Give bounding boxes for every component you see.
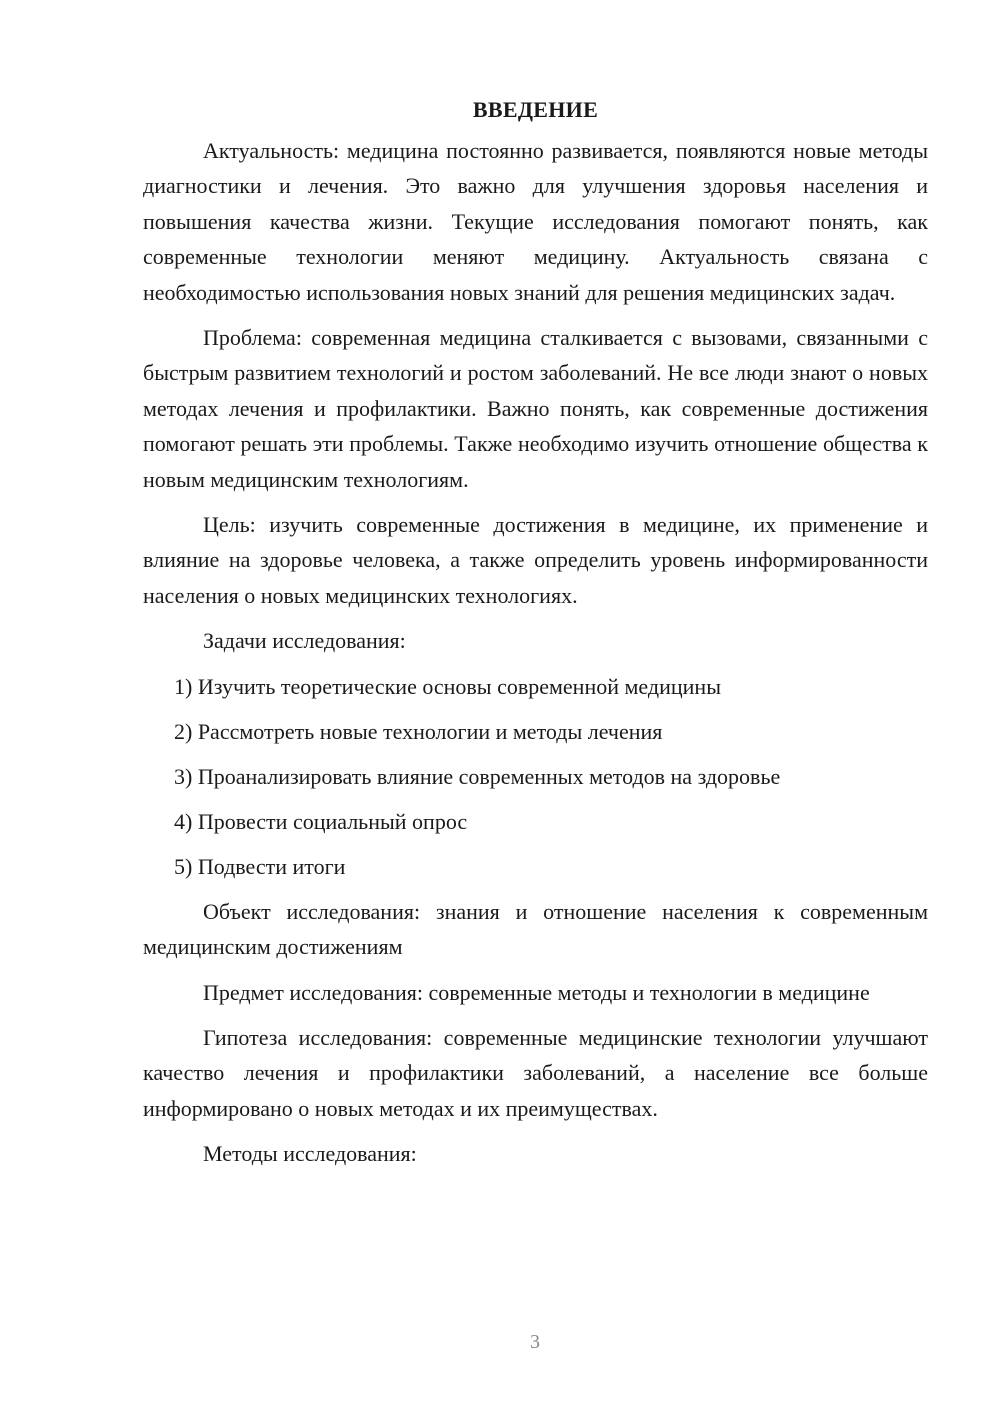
tasks-list xyxy=(143,669,928,884)
tasks-heading: Задачи исследования: xyxy=(203,628,406,654)
relevance-paragraph: Актуальность: медицина постоянно развивается, появляются новые методы диагностики и лечения. Это важно для улучшения здоровья населения и повышения качества жизни. Текущие исследования помогают понять, как современные технологии меняют медицину. Актуальность связана с необходимостью использования новых знаний для решения медицинских задач. xyxy=(143,138,928,305)
list-item: 3) Проанализировать влияние современных методов на здоровье xyxy=(174,763,781,789)
methods-heading: Методы исследования: xyxy=(203,1141,417,1167)
page-number: 3 xyxy=(530,1331,540,1353)
problem-paragraph: Проблема: современная медицина сталкивается с вызовами, связанными с быстрым развитием технологий и ростом заболеваний. Не все люди знают о новых методах лечения и профилактики. Важно понять, как современные достижения помогают решать эти проблемы. Также необходимо изучить отношение общества к новым медицинским технологиям. xyxy=(143,325,928,492)
object-paragraph: Объект исследования: знания и отношение населения к современным медицинским достижениям xyxy=(143,898,928,960)
document-title: ВВЕДЕНИЕ xyxy=(472,97,599,122)
list-item: 5) Подвести итоги xyxy=(174,853,346,879)
list-item: 2) Рассмотреть новые технологии и методы лечения xyxy=(174,718,663,744)
hypothesis-paragraph: Гипотеза исследования: современные медицинские технологии улучшают качество лечения и профилактики заболеваний, а население все больше информировано о новых методах и их преимуществах. xyxy=(143,1024,928,1121)
document-page xyxy=(143,93,928,1182)
goal-paragraph: Цель: изучить современные достижения в медицине, их применение и влияние на здоровье человека, а также определить уровень информированности населения о новых медицинских технологиях. xyxy=(143,512,928,608)
list-item: 1) Изучить теоретические основы современной медицины xyxy=(174,673,721,699)
subject-paragraph: Предмет исследования: современные методы и технологии в медицине xyxy=(203,979,870,1005)
list-item: 4) Провести социальный опрос xyxy=(174,808,468,834)
